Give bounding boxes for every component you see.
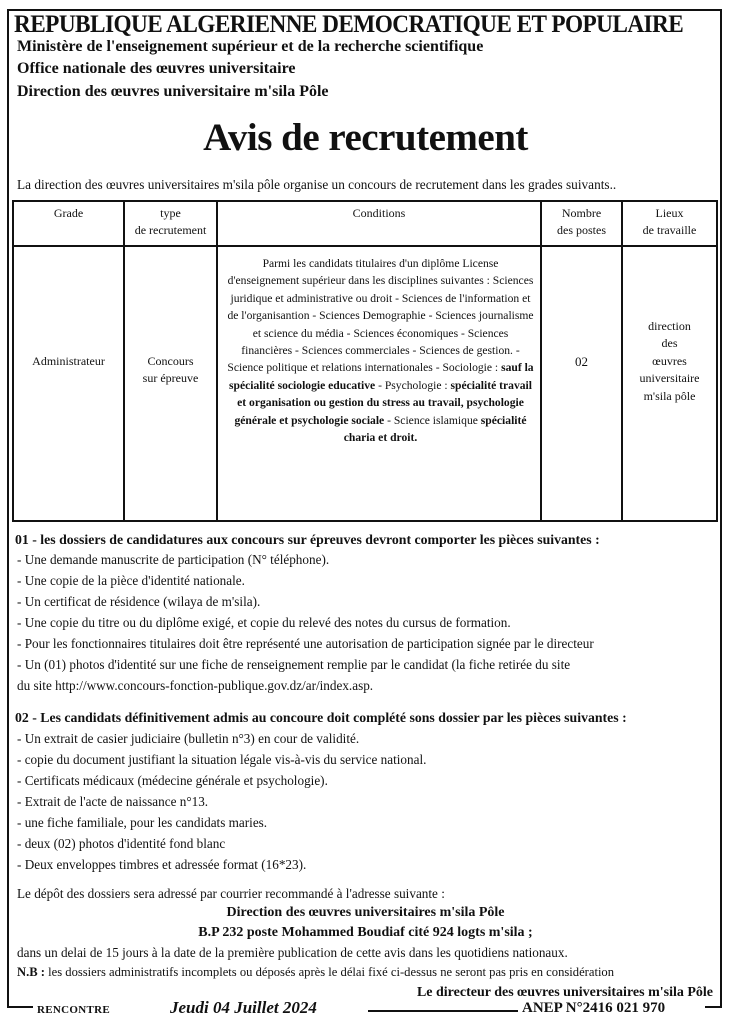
intro-text: La direction des œuvres universitaires m'sila pôle organise un concours de recrutement dans les grades suivants..	[17, 177, 617, 192]
ministry-heading: Ministère de l'enseignement supérieur et de la recherche scientifique	[17, 38, 484, 55]
anep-number: ANEP N°2416 021 970	[522, 1000, 666, 1016]
section1-item: - Une demande manuscrite de participation (N° téléphone).	[17, 552, 330, 567]
deposit-address-line1: Direction des œuvres universitaires m'sila Pôle	[226, 905, 505, 920]
publication-date: Jeudi 04 Juillet 2024	[170, 998, 317, 1017]
footer-rule-right	[705, 1006, 722, 1008]
col-header-grade: Grade	[13, 201, 124, 246]
recruitment-table	[12, 200, 718, 522]
deposit-address-line2: B.P 232 poste Mohammed Boudiaf cité 924 logts m'sila ;	[198, 925, 533, 940]
section2-item: - Deux enveloppes timbres et adressée format (16*23).	[17, 857, 307, 872]
col-header-posts: Nombre des postes	[541, 201, 622, 246]
direction-heading: Direction des œuvres universitaire m'sila Pôle	[17, 83, 329, 100]
office-heading: Office nationale des œuvres universitaire	[17, 60, 296, 77]
section1-item: - Pour les fonctionnaires titulaires doit être représenté une autorisation de participation signée par le directeur	[17, 636, 594, 651]
section1-item: - Un certificat de résidence (wilaya de m'sila).	[17, 594, 261, 609]
newspaper-name: RENCONTRE	[37, 1004, 110, 1016]
table-header-row	[13, 201, 717, 246]
section2-item: - Un extrait de casier judiciaire (bulletin n°3) en cour de validité.	[17, 731, 360, 746]
section1-item: - Une copie de la pièce d'identité nationale.	[17, 573, 245, 588]
cell-location: direction des œuvres universitaire m'sila pôle	[622, 246, 717, 521]
section2-item: - Extrait de l'acte de naissance n°13.	[17, 794, 209, 809]
deposit-intro: Le dépôt des dossiers sera adressé par courrier recommandé à l'adresse suivante :	[17, 886, 445, 901]
footer-rule-middle	[368, 1010, 518, 1012]
section2-title: 02 - Les candidats définitivement admis au concoure doit complété sons dossier par les pièces suivantes :	[15, 710, 627, 725]
cell-posts: 02	[541, 246, 622, 521]
section1-item: - Une copie du titre ou du diplôme exigé, et copie du relevé des notes du cursus de formation.	[17, 615, 511, 630]
table-row	[13, 246, 717, 521]
col-header-location: Lieux de travaille	[622, 201, 717, 246]
section2-item: - Certificats médicaux (médecine générale et psychologie).	[17, 773, 328, 788]
section1-item: du site http://www.concours-fonction-publique.gov.dz/ar/index.asp.	[17, 678, 374, 693]
col-header-conditions: Conditions	[217, 201, 541, 246]
col-header-type: type de recrutement	[124, 201, 217, 246]
section1-title: 01 - les dossiers de candidatures aux concours sur épreuves devront comporter les pièces suivantes :	[15, 532, 600, 547]
signature: Le directeur des œuvres universitaires m'sila Pôle	[416, 985, 713, 1000]
section2-item: - copie du document justifiant la situation légale vis-à-vis du service national.	[17, 752, 427, 767]
section2-item: - deux (02) photos d'identité fond blanc	[17, 836, 226, 851]
republic-heading: REPUBLIQUE ALGERIENNE DEMOCRATIQUE ET POPULAIRE	[14, 11, 684, 38]
nb-note: N.B : les dossiers administratifs incomplets ou déposés après le délai fixé ci-dessus ne seront pas pris en considération	[17, 965, 615, 979]
page-title: Avis de recrutement	[203, 116, 528, 159]
cell-type: Concours sur épreuve	[124, 246, 217, 521]
deposit-delay: dans un delai de 15 jours à la date de la première publication de cette avis dans les quotidiens nationaux.	[17, 945, 568, 960]
cell-conditions: Parmi les candidats titulaires d'un diplôme License d'enseignement supérieur dans les disciplines suivantes : Sciences juridique et administrative ou droit - Sciences de l'information et de l'organisantion - Sciences Demographie - Sciences journalisme et science du média - Sciences économiques - Sciences financières - Sciences commerciales - Sciences de gestion. - Science politique et relations internationales - Sociologie : sauf la spécialité sociologie educative - Psychologie : spécialité travail et organisation ou gestion du stress au travail, psychologie générale et psychologie sociale - Science islamique spécialité charia et droit.	[217, 246, 541, 521]
section1-item: - Un (01) photos d'identité sur une fiche de renseignement remplie par le candidat (la fiche retirée du site	[17, 657, 571, 672]
footer-rule-left	[7, 1006, 33, 1008]
section2-item: - une fiche familiale, pour les candidats maries.	[17, 815, 268, 830]
cell-grade: Administrateur	[13, 246, 124, 521]
